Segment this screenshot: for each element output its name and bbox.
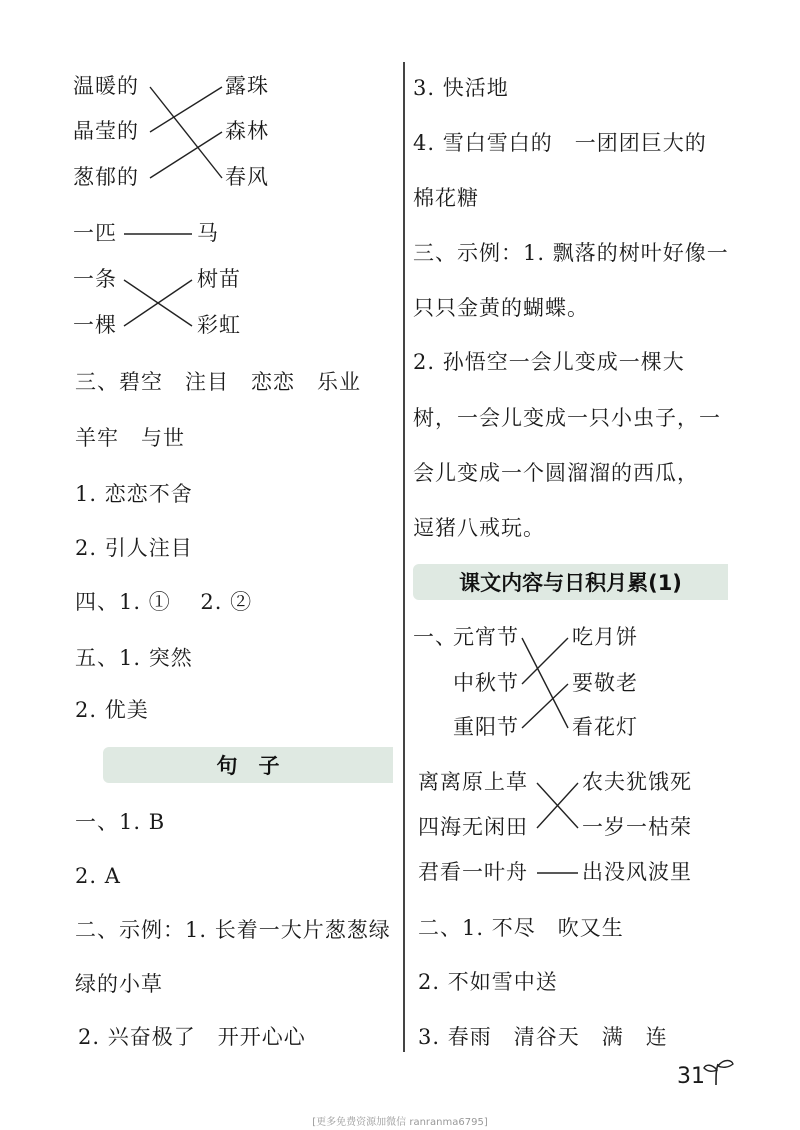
answer-line: 二、示例：1. 长着一大片葱葱绿 [75, 918, 391, 942]
match2-right-0: 马 [197, 221, 219, 245]
answer-line: 2. 引人注目 [75, 536, 193, 560]
answer-line: 逗猪八戒玩。 [413, 516, 545, 540]
answer-line: 只只金黄的蝴蝶。 [413, 296, 589, 320]
match1-left-0: 温暖的 [73, 74, 139, 98]
answer-line: 一、1. B [75, 810, 166, 834]
match3-left-0: 元宵节 [453, 625, 519, 649]
match2-left-0: 一匹 [73, 221, 117, 245]
answer-line: 2. 兴奋极了 开开心心 [78, 1025, 306, 1049]
match3-right-2: 看花灯 [572, 715, 638, 739]
match4-right-2: 出没风波里 [582, 860, 692, 884]
match4-left-1: 四海无闲田 [418, 815, 528, 839]
answer-line: 棉花糖 [413, 186, 479, 210]
match2-left-2: 一棵 [73, 313, 117, 337]
answer-line: 会儿变成一个圆溜溜的西瓜， [413, 461, 699, 485]
match3-right-0: 吃月饼 [572, 625, 638, 649]
connector-line [150, 132, 222, 178]
answer-line: 树，一会儿变成一只小虫子，一 [413, 406, 721, 430]
connector-line [522, 638, 568, 684]
match3-right-1: 要敬老 [572, 671, 638, 695]
match2-right-2: 彩虹 [197, 313, 241, 337]
answer-line: 2. A [75, 864, 121, 888]
match2-left-1: 一条 [73, 267, 117, 291]
match3-left-1: 中秋节 [453, 671, 519, 695]
match1-left-2: 葱郁的 [73, 165, 139, 189]
match2-right-1: 树苗 [197, 267, 241, 291]
match4-right-1: 一岁一枯荣 [582, 815, 692, 839]
connector-line [150, 87, 222, 132]
answer-line: 五、1. 突然 [75, 646, 193, 670]
answer-line: 2. 孙悟空一会儿变成一棵大 [413, 350, 685, 374]
answer-line: 三、示例：1. 飘落的树叶好像一 [413, 241, 729, 265]
banner-title: 句 子 [216, 754, 280, 778]
section3-line2: 羊牢 与世 [75, 426, 185, 450]
match4-left-0: 离离原上草 [418, 770, 528, 794]
page-number: 31 [677, 1064, 705, 1089]
answer-line: 4. 雪白雪白的 一团团巨大的 [413, 131, 707, 155]
section3-line1: 三、碧空 注目 恋恋 乐业 [75, 370, 361, 394]
answer-line: 二、1. 不尽 吹又生 [418, 916, 624, 940]
match1-right-2: 春风 [225, 165, 269, 189]
match1-right-0: 露珠 [225, 74, 269, 98]
sprout-icon [704, 1061, 733, 1086]
match1-left-1: 晶莹的 [73, 119, 139, 143]
banner-title: 课文内容与日积月累(1) [459, 571, 682, 595]
answer-line: 1. 恋恋不舍 [75, 482, 193, 506]
answer-line: 3. 春雨 清谷天 满 连 [418, 1025, 668, 1049]
footer-watermark: [更多免费资源加微信 ranranma6795] [312, 1117, 488, 1128]
match1-right-1: 森林 [225, 119, 269, 143]
match3-prefix: 一、 [413, 625, 457, 649]
match4-right-0: 农夫犹饿死 [582, 770, 692, 794]
answer-line: 2. 不如雪中送 [418, 970, 558, 994]
answer-line: 2. 优美 [75, 698, 149, 722]
answer-line: 绿的小草 [75, 972, 163, 996]
connector-line [522, 638, 568, 728]
match4-left-2: 君看一叶舟 [418, 860, 528, 884]
answer-line: 四、1. ① 2. ② [75, 590, 253, 614]
answer-line: 3. 快活地 [413, 76, 509, 100]
connector-line [150, 87, 222, 178]
connector-line [522, 684, 568, 728]
match3-left-2: 重阳节 [453, 715, 519, 739]
